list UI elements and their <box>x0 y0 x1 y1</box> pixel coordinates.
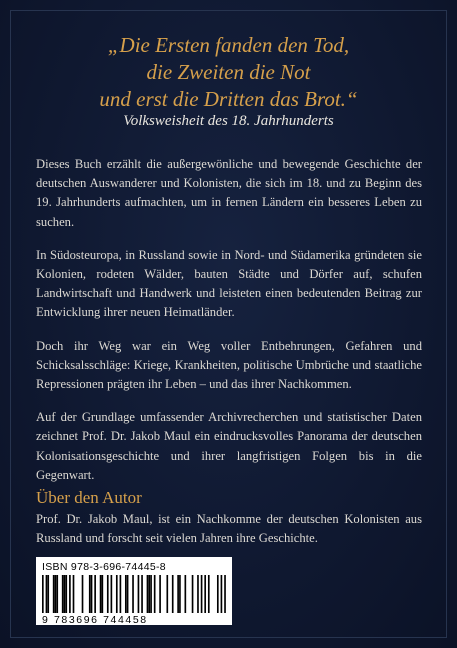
barcode-bar <box>107 575 109 613</box>
barcode-bar <box>185 575 187 613</box>
quote-line: und erst die Dritten das Brot.“ <box>99 87 358 111</box>
barcode-bar <box>148 575 150 613</box>
barcode-bar <box>197 575 199 613</box>
epigraph-quote <box>0 32 457 113</box>
barcode-bar <box>154 575 156 613</box>
barcode-bar <box>204 575 206 613</box>
barcode-bar <box>53 575 55 613</box>
barcode-bar <box>120 575 122 613</box>
barcode-bar <box>125 575 127 613</box>
barcode-bar <box>42 575 44 613</box>
barcode-bars <box>42 575 226 613</box>
quote-line: „Die Ersten fanden den Tod, <box>107 33 350 57</box>
quote-attribution: Volksweisheit des 18. Jahrhunderts <box>123 113 334 129</box>
barcode-bar <box>221 575 223 613</box>
barcode-bar <box>177 575 179 613</box>
barcode-bar <box>224 575 226 613</box>
barcode-bar <box>166 575 168 613</box>
barcode-bar <box>73 575 75 613</box>
barcode-bar <box>82 575 84 613</box>
barcode-bar <box>69 575 71 613</box>
barcode-bar <box>62 575 64 613</box>
blurb-paragraph: In Südosteuropa, in Russland sowie in Nord- und Südamerika gründeten sie Kolonien, rodeten Wälder, bauten Städte und Dörfer auf, schufen Landwirtschaft und Handwerk und leisteten einen bedeutenden Beitrag zur Entwicklung ihrer neuen Heimatländer. <box>36 247 422 320</box>
barcode-bar <box>159 575 161 613</box>
barcode-bar <box>116 575 118 613</box>
blurb-paragraph: Doch ihr Weg war ein Weg voller Entbehrungen, Gefahren und Schicksalsschläge: Kriege, Krankheiten, politische Umbrüche und staatliche Repressionen prägten ihr Leben – und das ihrer Nachkommen. <box>36 338 422 392</box>
barcode-bar <box>208 575 210 613</box>
barcode-bar <box>64 575 66 613</box>
isbn-barcode <box>36 557 232 625</box>
barcode-bar <box>172 575 174 613</box>
barcode-bar <box>89 575 91 613</box>
barcode-bar <box>55 575 57 613</box>
barcode-bar <box>217 575 219 613</box>
barcode-bar <box>56 575 58 613</box>
quote-line: die Zweiten die Not <box>146 60 311 84</box>
blurb-paragraph: Auf der Grundlage umfassender Archivrecherchen und statistischer Daten zeichnet Prof. Dr. Jakob Maul ein eindrucksvolles Panorama der deutschen Kolonisationsgeschichte und ihrer langfristigen Folgen bis in die Gegenwart. <box>36 410 422 482</box>
barcode-bar <box>141 575 143 613</box>
isbn-label: ISBN 978-3-696-74445-8 <box>42 561 166 573</box>
barcode-bar <box>91 575 93 613</box>
barcode-bar <box>179 575 181 613</box>
barcode-bar <box>138 575 140 613</box>
author-heading: Über den Autor <box>36 488 142 507</box>
barcode-bar <box>102 575 104 613</box>
barcode-bar <box>147 575 149 613</box>
blurb <box>36 155 422 499</box>
barcode-bar <box>46 575 48 613</box>
barcode-bar <box>192 575 194 613</box>
blurb-paragraph: Dieses Buch erzählt die außergewönliche und bewegende Geschichte der deutschen Auswanderer und Kolonisten, die sich im 18. und zu Beginn des 19. Jahrhunderts aufmachten, um in fernen Ländern ein besseres Leben zu suchen. <box>36 157 422 229</box>
barcode-bar <box>150 575 152 613</box>
barcode-bar <box>111 575 113 613</box>
barcode-bar <box>100 575 102 613</box>
barcode-digits: 9 783696 744458 <box>42 614 148 626</box>
author-bio: Prof. Dr. Jakob Maul, ist ein Nachkomme der deutschen Kolonisten aus Russland und forscht seit vielen Jahren ihre Geschichte. <box>36 512 422 545</box>
barcode-bar <box>65 575 67 613</box>
barcode-bar <box>47 575 49 613</box>
barcode-bar <box>132 575 134 613</box>
barcode-bar <box>201 575 203 613</box>
barcode-bar <box>94 575 96 613</box>
barcode-bar <box>127 575 129 613</box>
